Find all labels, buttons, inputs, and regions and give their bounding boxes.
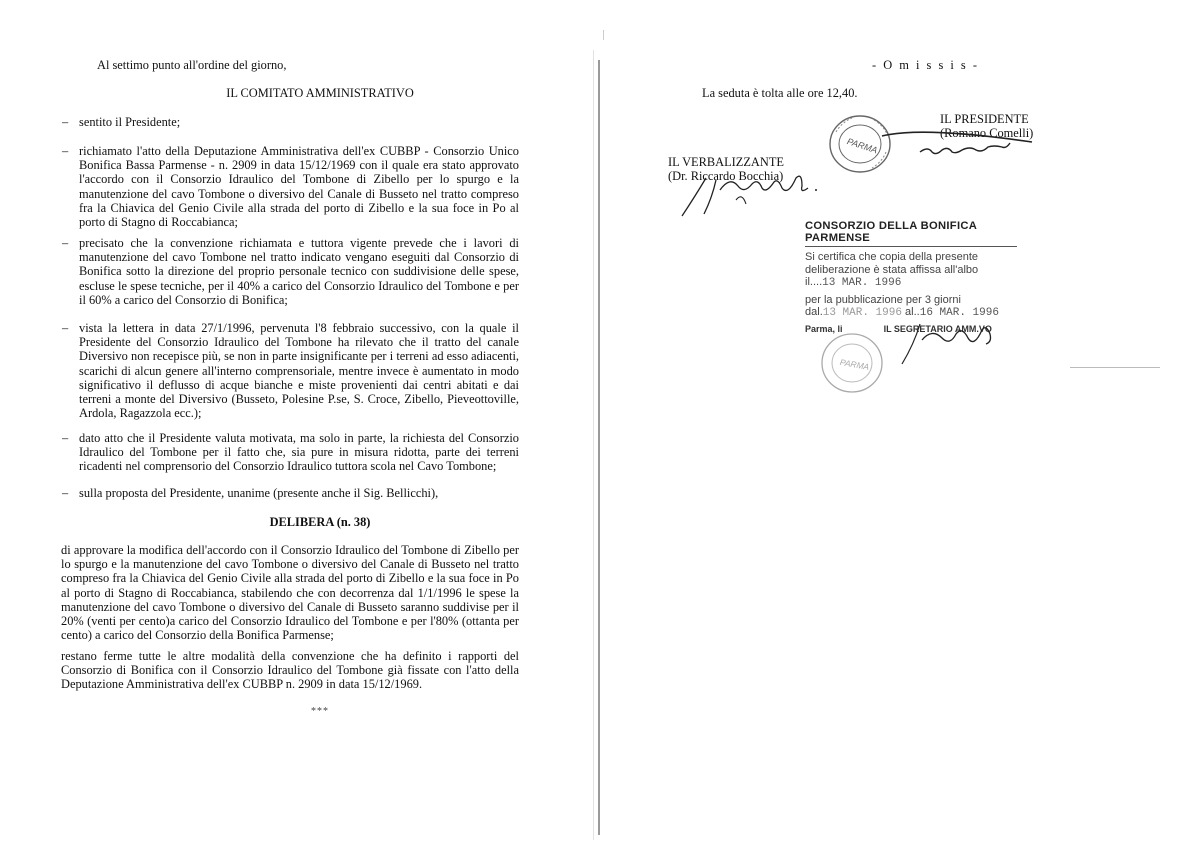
affixed-date-stamp: 13 MAR. 1996 <box>822 277 902 289</box>
to-date-stamp: 16 MAR. 1996 <box>919 307 999 319</box>
page-fold <box>598 60 600 835</box>
delibera-heading: DELIBERA (n. 38) <box>269 515 371 529</box>
president-signature <box>880 124 1040 164</box>
premise-vista: vista la lettera in data 27/1/1996, pervenuta l'8 febbraio successivo, con la quale il Presidente del Consorzio Idraulico del Tombone ha rilevato che il tratto del canale Diversivo non recepisce più, se non in parte insignificante per i terreni ad esso adiacenti, scarichi di alcun genere all'interno comprensoriale, mentre invece è aumentato in modo significativo il deflusso di acque bianche e miste provenienti dai centri abitati e dai terreni a monte del Diversivo (Busseto, Polesine P.se, S. Croce, Zibello, Pieveottoville, Ardola, Ragazzola ecc.); <box>79 321 519 421</box>
premise-sentito: sentito il Presidente; <box>79 115 181 129</box>
certificate-il-label: il. <box>805 276 813 288</box>
page-fold-shadow <box>593 50 594 840</box>
secretary-title: IL VERBALIZZANTE <box>668 155 784 169</box>
faded-seal-stamp <box>818 330 888 396</box>
bullet-2: – <box>62 144 69 158</box>
bullet-1: – <box>62 115 69 129</box>
end-separator: *** <box>311 706 329 717</box>
publication-certificate <box>805 220 1017 334</box>
margin-dash <box>1070 367 1160 368</box>
resolution-paragraph-2: restano ferme tutte le altre modalità della convenzione che ha definito i rapporti del Consorzio di Bonifica con il Consorzio Idraulico del Tombone già fissate con l'atto della Deputazione Amministrativa dell'ex CUBBP n. 2909 in data 15/12/1969. <box>61 649 519 692</box>
secretary-name: (Dr. Riccardo Bocchia) <box>668 169 784 183</box>
certificate-al-label: al <box>905 306 914 318</box>
certificate-title: CONSORZIO DELLA BONIFICA PARMENSE <box>805 220 977 244</box>
secretary-signature <box>676 168 826 228</box>
certificate-line-1: Si certifica che copia della presente <box>805 251 979 263</box>
president-title: IL PRESIDENTE <box>940 112 1029 126</box>
faded-seal-label: PARMA <box>839 356 871 372</box>
certificate-line-2: deliberazione è stata affissa all'albo <box>805 263 979 276</box>
certificate-dal-label: dal <box>805 306 820 318</box>
president-name: (Romano Comelli) <box>940 126 1034 140</box>
omissis-line: - O m i s s i s - <box>872 58 979 72</box>
premise-richiamato: richiamato l'atto della Deputazione Amministrativa dell'ex CUBBP - Consorzio Unico Bonifica Bassa Parmense - n. 2909 in data 15/12/1969 con il quale era stato approvato l'accordo con il Consorzio Idraulico del Tombone di Zibello per lo spurgo e la manutenzione del cavo Tombone o diversivo del Canale di Busseto nel tratto compreso fra la Chiavica del Genio Civile alla strada del porto di Zibello e la sua foce in Po al porto di Stagno di Roccabianca; <box>79 144 519 230</box>
fold-tick <box>603 30 604 40</box>
opening-line: Al settimo punto all'ordine del giorno, <box>97 58 287 72</box>
bullet-3: – <box>62 236 69 250</box>
certificate-signer: IL SEGRETARIO AMM.VO <box>883 323 992 334</box>
premise-dato-atto: dato atto che il Presidente valuta motivata, ma solo in parte, la richiesta del Consorzio Idraulico del Tombone per il fatto che, sia pure in misura ridotta, parte dei terreni ricadenti nel comprensorio del Consorzio Idraulico tuttora scola nel Cavo Tombone; <box>79 431 519 474</box>
certificate-line-4: per la pubblicazione per 3 giorni <box>805 293 961 306</box>
certificate-place: Parma, li <box>805 323 843 334</box>
certificate-signature <box>900 318 1010 368</box>
certificate-line-3: il....13 MAR. 1996 <box>805 276 902 289</box>
committee-heading: IL COMITATO AMMINISTRATIVO <box>226 86 414 100</box>
bullet-5: – <box>62 431 69 445</box>
bullet-4: – <box>62 321 69 335</box>
premise-precisato: precisato che la convenzione richiamata e tuttora vigente prevede che i lavori di manutenzione del cavo Tombone nel tratto indicato vengano eseguiti dal Consorzio di Bonifica sotto la direzione del proprio personale tecnico con suddivisione delle spese, escluse le spese tecniche, per il 40% a carico del Consorzio Idraulico del Tombone e per il 60% a carico del Consorzio di Bonifica; <box>79 236 519 307</box>
seal-label: PARMA <box>845 136 879 156</box>
resolution-paragraph-1: di approvare la modifica dell'accordo con il Consorzio Idraulico del Tombone di Zibello per lo spurgo e la manutenzione del cavo Tombone o diversivo del Canale di Busseto nel tratto compreso fra la Chiavica del Genio Civile alla strada del porto di Zibello e la sua foce in Po al porto di Stagno di Roccabianca, stabilendo che con decorrenza dal 1/1/1996 le spese la manutenzione del cavo Tombone o diversivo del Canale di Busseto saranno suddivise per il 20% (venti per cento)a carico del Consorzio Idraulico del Tombone e per l'80% (ottanta per cento) a carico del Consorzio della Bonifica Parmense; <box>61 543 519 643</box>
from-date-stamp: 13 MAR. 1996 <box>822 307 902 319</box>
bullet-6: – <box>62 486 69 500</box>
certificate-rule <box>805 246 1017 247</box>
premise-proposta: sulla proposta del Presidente, unanime (presente anche il Sig. Bellicchi), <box>79 486 439 500</box>
closing-line: La seduta è tolta alle ore 12,40. <box>702 86 858 100</box>
certificate-line-5: dal.13 MAR. 1996 al..16 MAR. 1996 <box>805 306 999 319</box>
